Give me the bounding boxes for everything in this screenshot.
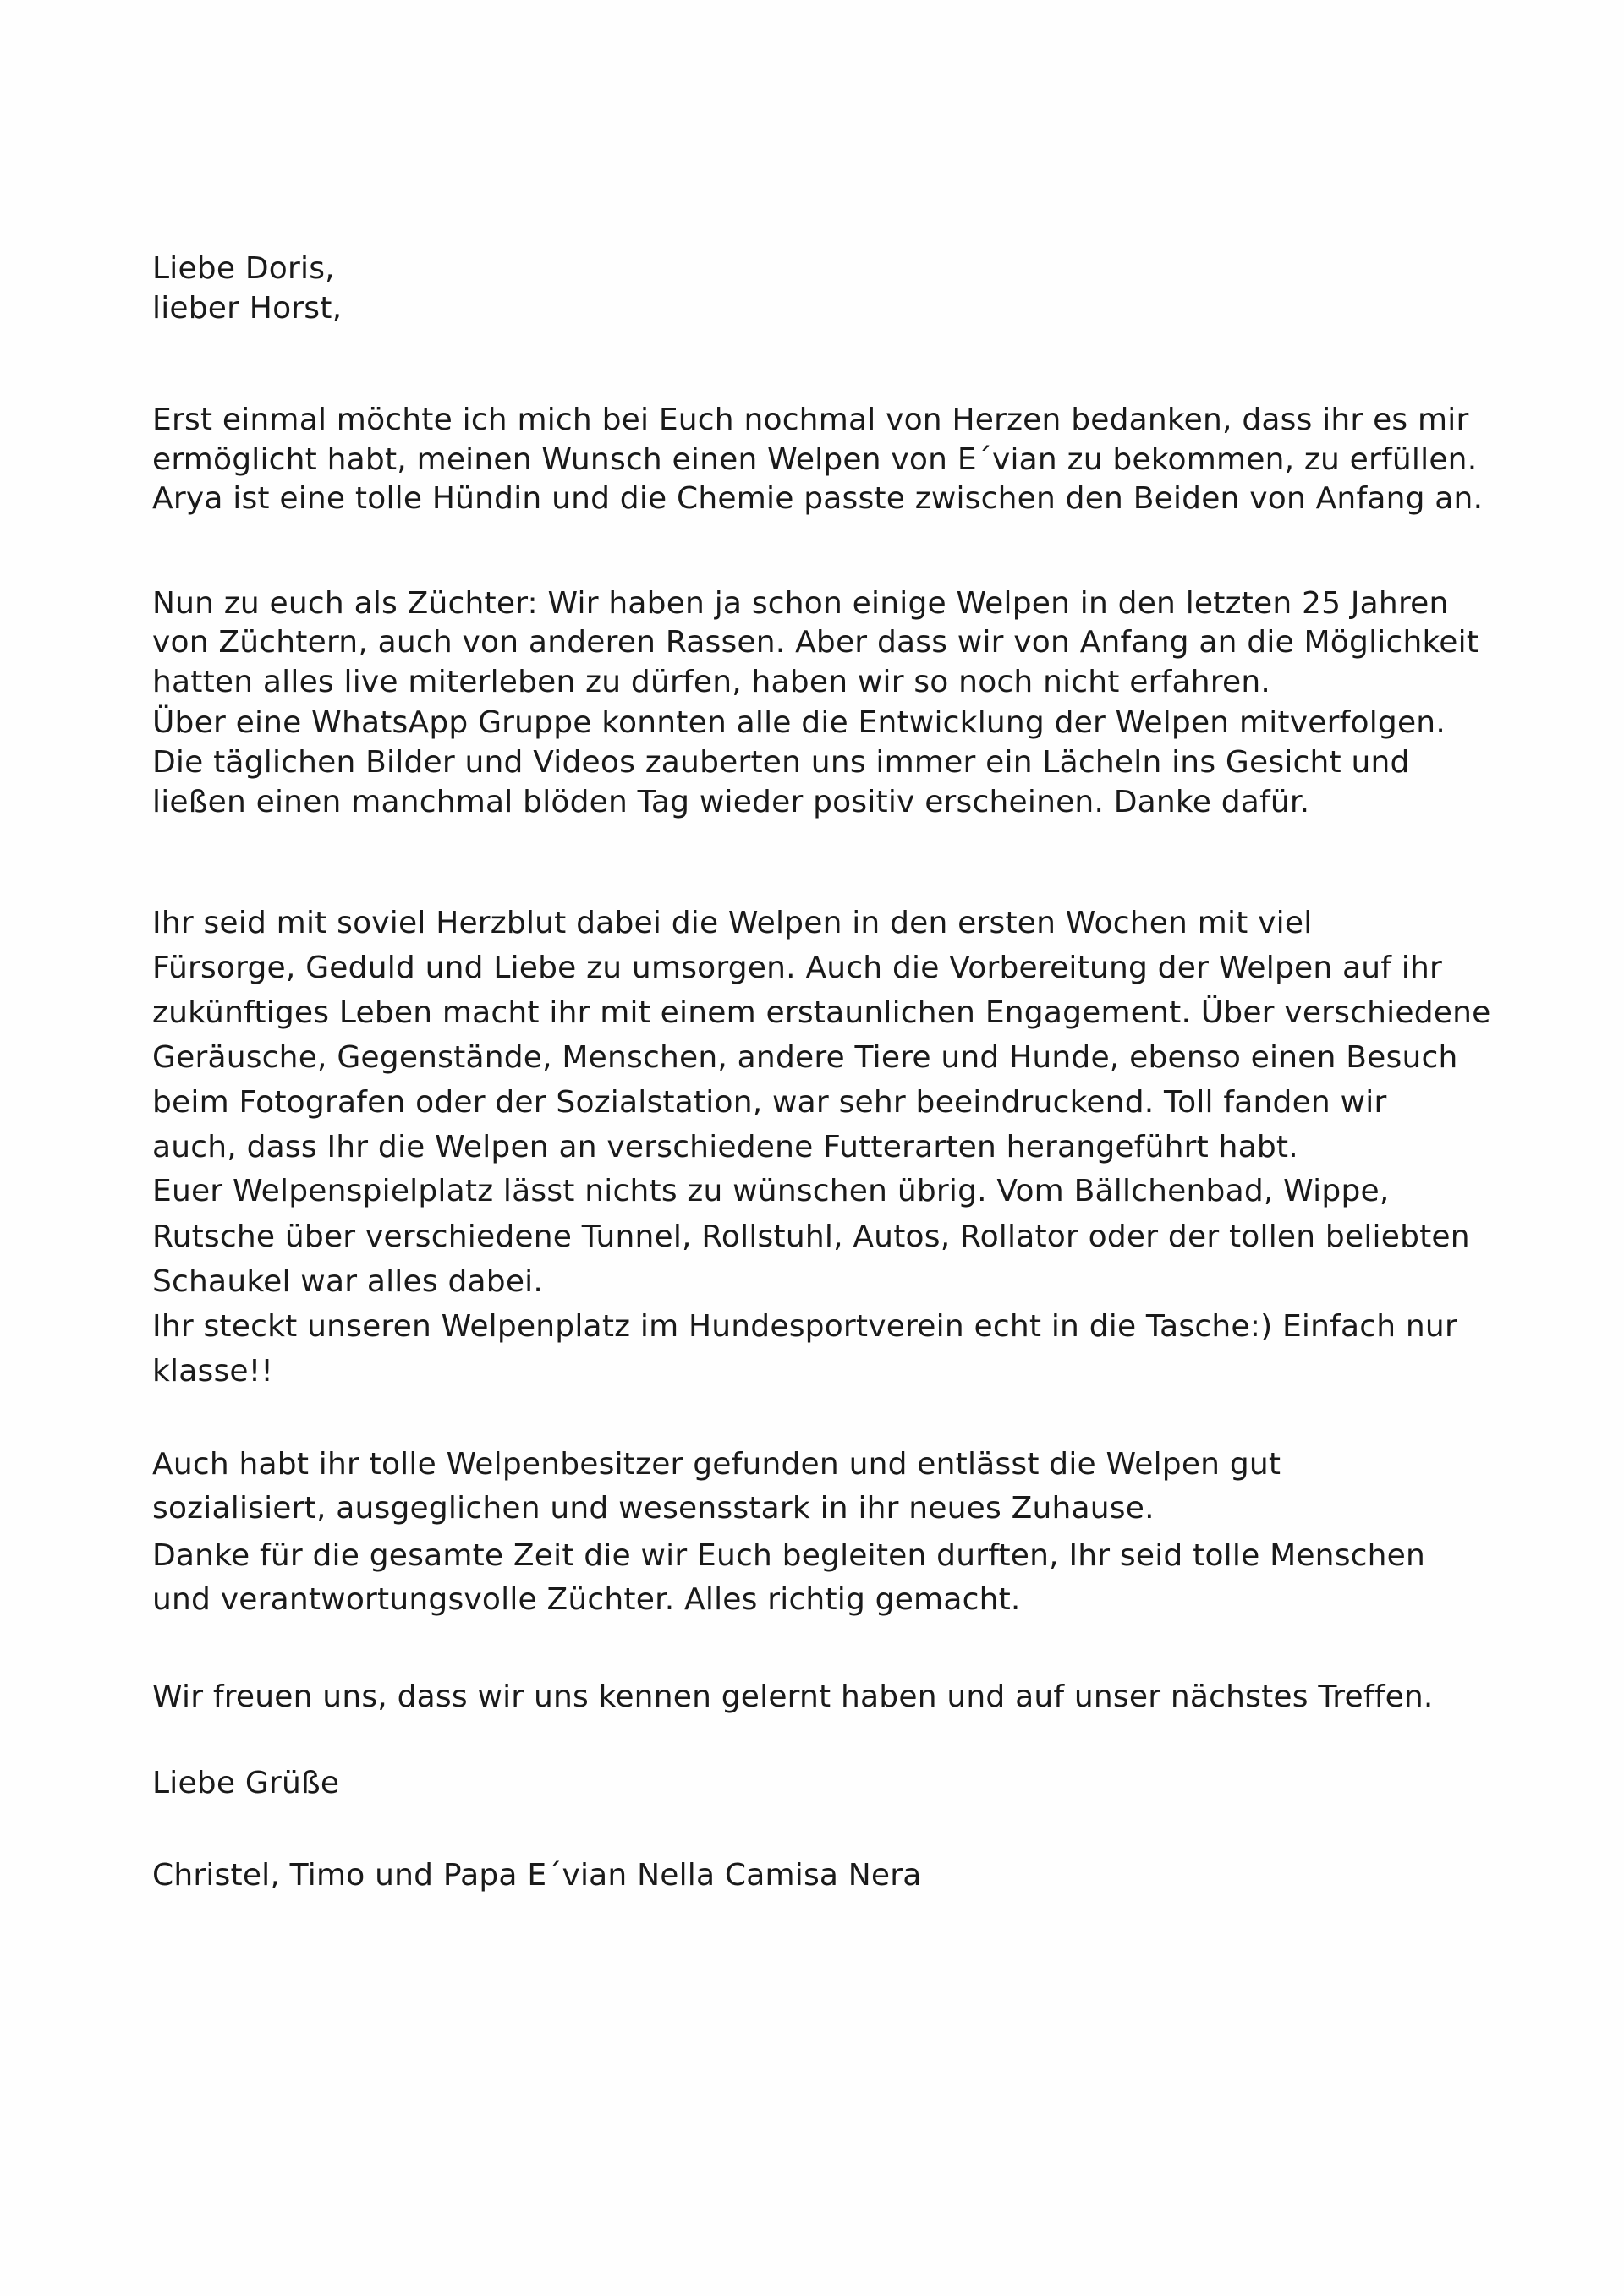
paragraph4-line-3: Danke für die gesamte Zeit die wir Euch begleiten durften, Ihr seid tolle Menschen: [152, 1538, 1426, 1573]
paragraph1-line-2: ermöglicht habt, meinen Wunsch einen Welpen von E´vian zu bekommen, zu erfüllen.: [152, 442, 1478, 477]
paragraph3-line-11: klasse!!: [152, 1354, 274, 1389]
paragraph2-line-5: Die täglichen Bilder und Videos zauberten uns immer ein Lächeln ins Gesicht und: [152, 745, 1410, 780]
paragraph4-line-4: und verantwortungsvolle Züchter. Alles richtig gemacht.: [152, 1582, 1021, 1617]
paragraph2-line-6: ließen einen manchmal blöden Tag wieder positiv erscheinen. Danke dafür.: [152, 785, 1310, 819]
paragraph3-line-7: Euer Welpenspielplatz lässt nichts zu wünschen übrig. Vom Bällchenbad, Wippe,: [152, 1174, 1390, 1208]
closing: Liebe Grüße: [152, 1766, 340, 1800]
paragraph3-line-5: beim Fotografen oder der Sozialstation, war sehr beeindruckend. Toll fanden wir: [152, 1085, 1387, 1120]
paragraph3-line-6: auch, dass Ihr die Welpen an verschiedene Futterarten herangeführt habt.: [152, 1130, 1298, 1164]
salutation-line-1: Liebe Doris,: [152, 251, 335, 286]
paragraph2-line-4: Über eine WhatsApp Gruppe konnten alle die Entwicklung der Welpen mitverfolgen.: [152, 705, 1446, 740]
paragraph4-line-2: sozialisiert, ausgeglichen und wesensstark in ihr neues Zuhause.: [152, 1491, 1155, 1526]
paragraph2-line-2: von Züchtern, auch von anderen Rassen. Aber dass wir von Anfang an die Möglichkeit: [152, 625, 1479, 660]
paragraph5-line-1: Wir freuen uns, dass wir uns kennen gelernt haben und auf unser nächstes Treffen.: [152, 1680, 1434, 1714]
paragraph4-line-1: Auch habt ihr tolle Welpenbesitzer gefunden und entlässt die Welpen gut: [152, 1447, 1281, 1482]
paragraph2-line-1: Nun zu euch als Züchter: Wir haben ja schon einige Welpen in den letzten 25 Jahren: [152, 586, 1449, 621]
salutation-line-2: lieber Horst,: [152, 291, 343, 326]
paragraph2-line-3: hatten alles live miterleben zu dürfen, haben wir so noch nicht erfahren.: [152, 665, 1270, 699]
paragraph3-line-3: zukünftiges Leben macht ihr mit einem erstaunlichen Engagement. Über verschiedene: [152, 995, 1491, 1030]
paragraph3-line-1: Ihr seid mit soviel Herzblut dabei die Welpen in den ersten Wochen mit viel: [152, 906, 1313, 940]
paragraph3-line-8: Rutsche über verschiedene Tunnel, Rollstuhl, Autos, Rollator oder der tollen beliebten: [152, 1219, 1470, 1254]
paragraph3-line-2: Fürsorge, Geduld und Liebe zu umsorgen. Auch die Vorbereitung der Welpen auf ihr: [152, 951, 1443, 985]
paragraph3-line-10: Ihr steckt unseren Welpenplatz im Hundesportverein echt in die Tasche:) Einfach nur: [152, 1309, 1457, 1344]
paragraph3-line-9: Schaukel war alles dabei.: [152, 1264, 544, 1299]
paragraph1-line-3: Arya ist eine tolle Hündin und die Chemie passte zwischen den Beiden von Anfang an.: [152, 481, 1484, 516]
paragraph3-line-4: Geräusche, Gegenstände, Menschen, andere Tiere und Hunde, ebenso einen Besuch: [152, 1040, 1458, 1075]
signature: Christel, Timo und Papa E´vian Nella Camisa Nera: [152, 1858, 922, 1893]
paragraph1-line-1: Erst einmal möchte ich mich bei Euch nochmal von Herzen bedanken, dass ihr es mir: [152, 403, 1469, 437]
